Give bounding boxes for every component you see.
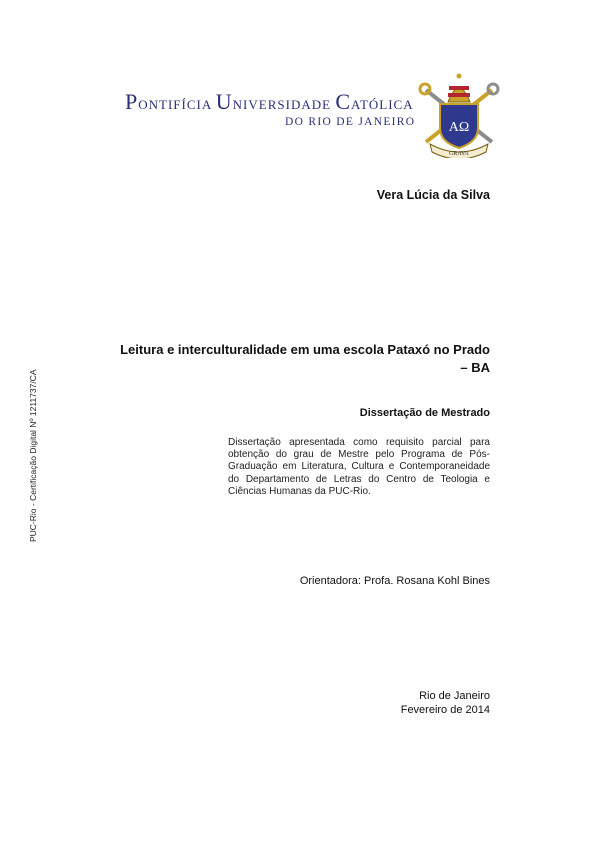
word-universidade: NIVERSIDADE [232, 97, 336, 112]
seal-alpha-omega: ΑΩ [448, 120, 470, 135]
letter-p: P [125, 89, 139, 114]
dissertation-title [90, 341, 490, 377]
title-line-2: – BA [460, 360, 490, 375]
place-and-date [300, 689, 490, 717]
tiara-icon [448, 74, 470, 103]
author-name: Vera Lúcia da Silva [376, 188, 490, 202]
place: Rio de Janeiro [419, 690, 490, 702]
degree-label: Dissertação de Mestrado [359, 407, 490, 419]
letter-u: U [215, 89, 233, 114]
seal-ribbon-text: GRAVA [449, 151, 469, 157]
date: Fevereiro de 2014 [400, 704, 490, 716]
word-catolica: ATÓLICA [351, 97, 414, 112]
certification-sidebar: PUC-Rio - Certificação Digital Nº 1211737/CA [28, 369, 38, 542]
abstract-text: Dissertação apresentada como requisito parcial para obtenção do grau de Mestre pelo Programa de Pós-Graduação em Literatura, Cultura e Contemporaneidade do Departamento de Letras do Centro de Teologia e Ciências Humanas da PUC-Rio. [228, 437, 490, 497]
letter-c: C [335, 89, 351, 114]
university-name-line1 [125, 89, 425, 119]
university-seal-icon [416, 72, 502, 158]
university-name-line2: DO RIO DE JANEIRO [285, 116, 416, 128]
word-pontificia: ONTIFÍCIA [138, 97, 216, 112]
title-line-1: Leitura e interculturalidade em uma escola Pataxó no Prado [120, 342, 490, 357]
advisor-line: Orientadora: Profa. Rosana Kohl Bines [299, 575, 490, 587]
